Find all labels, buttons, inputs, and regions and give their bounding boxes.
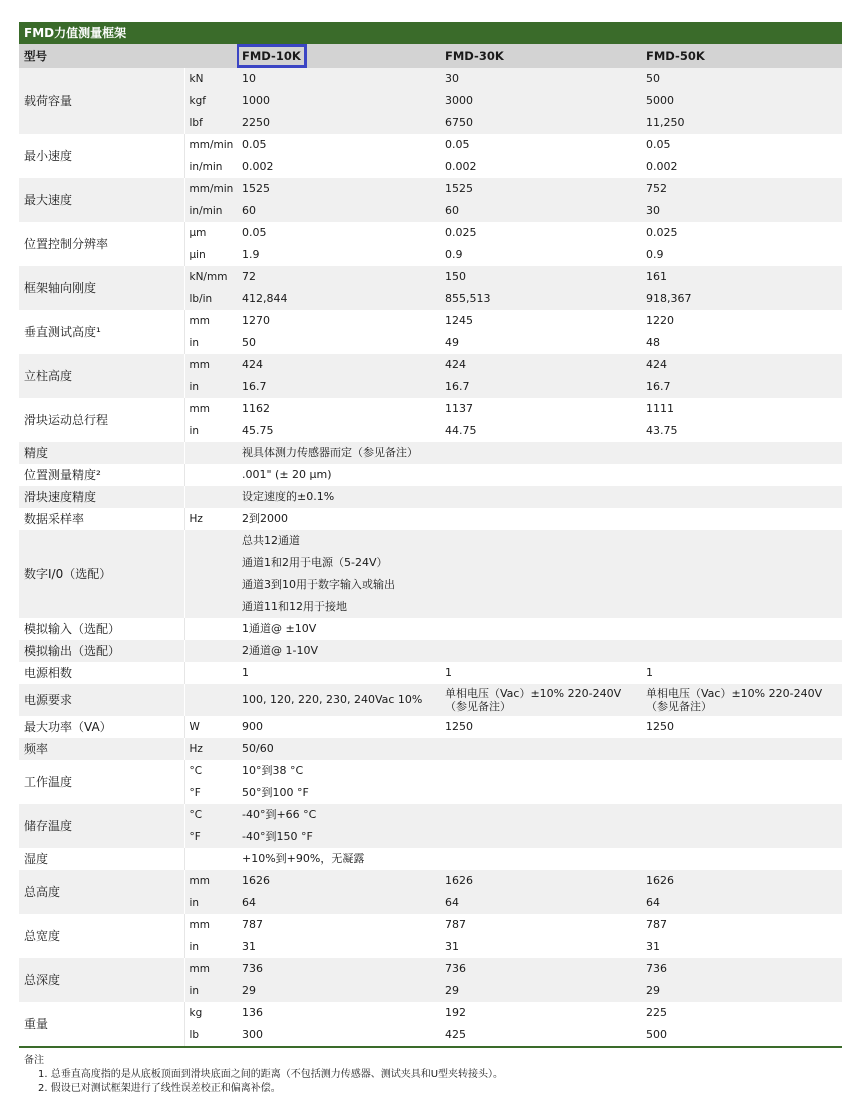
value-cell: 视具体测力传感器而定（参见备注）: [237, 442, 842, 464]
value-cell: 1通道@ ±10V: [237, 618, 842, 640]
table-row: [19, 684, 842, 716]
value-cell: 1137: [440, 398, 641, 420]
unit-cell: mm: [184, 914, 237, 936]
value-cell: 500: [641, 1024, 842, 1046]
unit-cell: in/min: [184, 156, 237, 178]
unit-cell: in: [184, 892, 237, 914]
value-cell: 424: [641, 354, 842, 376]
value-cell: 736: [237, 958, 440, 980]
value-cell: 64: [641, 892, 842, 914]
spec-name: 湿度: [19, 848, 184, 870]
value-cell: 单相电压（Vac）±10% 220-240V（参见备注）: [440, 684, 641, 716]
value-cell: 0.002: [237, 156, 440, 178]
unit-cell: °F: [184, 782, 237, 804]
value-cell: 16.7: [237, 376, 440, 398]
model-10k[interactable]: [237, 44, 440, 68]
spec-name: 数据采样率: [19, 508, 184, 530]
unit-cell: [184, 464, 237, 486]
spec-name: 位置测量精度²: [19, 464, 184, 486]
note-2: 2. 假设已对测试框架进行了线性误差校正和偏离补偿。: [38, 1083, 281, 1094]
value-cell: 736: [641, 958, 842, 980]
table-row: [19, 914, 842, 936]
unit-cell: [184, 530, 237, 618]
table-row: [19, 1002, 842, 1024]
spec-name: 总宽度: [19, 914, 184, 958]
value-cell: 60: [237, 200, 440, 222]
value-cell: 10: [237, 68, 440, 90]
unit-cell: [184, 486, 237, 508]
spec-name: 数字I/0（选配）: [19, 530, 184, 618]
spec-name: 总高度: [19, 870, 184, 914]
value-cell: 5000: [641, 90, 842, 112]
unit-cell: mm: [184, 354, 237, 376]
value-cell: 0.9: [641, 244, 842, 266]
table-row: [19, 310, 842, 332]
unit-cell: [184, 684, 237, 716]
table-row: [19, 958, 842, 980]
value-cell: 855,513: [440, 288, 641, 310]
value-cell: 225: [641, 1002, 842, 1024]
spec-name: 最小速度: [19, 134, 184, 178]
unit-cell: mm/min: [184, 134, 237, 156]
value-cell: 736: [440, 958, 641, 980]
value-cell: 2250: [237, 112, 440, 134]
spec-name: 重量: [19, 1002, 184, 1046]
value-cell: 29: [440, 980, 641, 1002]
value-cell: -40°到150 °F: [237, 826, 842, 848]
unit-cell: in: [184, 980, 237, 1002]
unit-cell: mm: [184, 958, 237, 980]
unit-cell: lbf: [184, 112, 237, 134]
unit-cell: W: [184, 716, 237, 738]
spec-name: 电源要求: [19, 684, 184, 716]
value-cell: 64: [440, 892, 641, 914]
table-row: [19, 222, 842, 244]
value-cell: 1245: [440, 310, 641, 332]
unit-cell: mm/min: [184, 178, 237, 200]
bottom-rule: [19, 1046, 842, 1048]
unit-cell: [184, 662, 237, 684]
value-cell: 31: [641, 936, 842, 958]
unit-cell: mm: [184, 398, 237, 420]
value-cell: 0.002: [641, 156, 842, 178]
unit-cell: kgf: [184, 90, 237, 112]
value-cell: 16.7: [641, 376, 842, 398]
value-cell: 50°到100 °F: [237, 782, 842, 804]
value-cell: 50: [237, 332, 440, 354]
table-title: FMD力值测量框架: [19, 22, 842, 44]
spec-name: 储存温度: [19, 804, 184, 848]
value-cell: 29: [641, 980, 842, 1002]
table-row: [19, 662, 842, 684]
value-cell: 1220: [641, 310, 842, 332]
spec-name: 模拟输出（选配）: [19, 640, 184, 662]
table-row: [19, 178, 842, 200]
table-row: [19, 442, 842, 464]
value-cell: 1: [237, 662, 440, 684]
value-cell: 918,367: [641, 288, 842, 310]
spec-name: 总深度: [19, 958, 184, 1002]
value-cell: 单相电压（Vac）±10% 220-240V（参见备注）: [641, 684, 842, 716]
unit-cell: in: [184, 420, 237, 442]
value-cell: 0.05: [237, 222, 440, 244]
value-cell: 通道11和12用于接地: [237, 596, 842, 618]
spec-name: 位置控制分辨率: [19, 222, 184, 266]
unit-cell: kN/mm: [184, 266, 237, 288]
value-cell: 60: [440, 200, 641, 222]
value-cell: 1626: [641, 870, 842, 892]
unit-cell: [184, 442, 237, 464]
value-cell: 424: [237, 354, 440, 376]
unit-cell: [184, 618, 237, 640]
value-cell: 425: [440, 1024, 641, 1046]
value-cell: 2到2000: [237, 508, 842, 530]
model-50k[interactable]: FMD-50K: [641, 44, 842, 68]
value-cell: 50: [641, 68, 842, 90]
value-cell: -40°到+66 °C: [237, 804, 842, 826]
value-cell: 0.05: [440, 134, 641, 156]
unit-cell: °F: [184, 826, 237, 848]
model-label: 型号: [19, 44, 184, 68]
value-cell: 50/60: [237, 738, 842, 760]
model-30k[interactable]: FMD-30K: [440, 44, 641, 68]
value-cell: 900: [237, 716, 440, 738]
value-cell: +10%到+90%，无凝露: [237, 848, 842, 870]
unit-cell: [184, 848, 237, 870]
value-cell: 64: [237, 892, 440, 914]
value-cell: 1525: [440, 178, 641, 200]
table-row: [19, 398, 842, 420]
value-cell: 161: [641, 266, 842, 288]
unit-cell: °C: [184, 760, 237, 782]
value-cell: 752: [641, 178, 842, 200]
value-cell: 16.7: [440, 376, 641, 398]
table-row: [19, 716, 842, 738]
value-cell: 43.75: [641, 420, 842, 442]
notes: [24, 1054, 503, 1096]
value-cell: 1111: [641, 398, 842, 420]
spec-name: 垂直测试高度¹: [19, 310, 184, 354]
value-cell: 412,844: [237, 288, 440, 310]
value-cell: 31: [440, 936, 641, 958]
notes-heading: 备注: [24, 1055, 44, 1066]
unit-cell: in: [184, 376, 237, 398]
unit-cell: kg: [184, 1002, 237, 1024]
value-cell: 0.9: [440, 244, 641, 266]
table-row: [19, 464, 842, 486]
value-cell: 通道3到10用于数字输入或输出: [237, 574, 842, 596]
table-row: [19, 848, 842, 870]
value-cell: 31: [237, 936, 440, 958]
value-cell: 1.9: [237, 244, 440, 266]
value-cell: 1525: [237, 178, 440, 200]
table-row: [19, 870, 842, 892]
value-cell: 6750: [440, 112, 641, 134]
spec-table: [19, 44, 842, 1046]
value-cell: 29: [237, 980, 440, 1002]
unit-cell: in/min: [184, 200, 237, 222]
table-row: [19, 508, 842, 530]
value-cell: 48: [641, 332, 842, 354]
value-cell: 1000: [237, 90, 440, 112]
unit-cell: mm: [184, 870, 237, 892]
value-cell: 3000: [440, 90, 641, 112]
spec-name: 立柱高度: [19, 354, 184, 398]
unit-header: [184, 44, 237, 68]
value-cell: 11,250: [641, 112, 842, 134]
table-row: [19, 640, 842, 662]
value-cell: 0.025: [641, 222, 842, 244]
spec-name: 电源相数: [19, 662, 184, 684]
spec-name: 载荷容量: [19, 68, 184, 134]
unit-cell: kN: [184, 68, 237, 90]
table-row: [19, 738, 842, 760]
spec-name: 最大速度: [19, 178, 184, 222]
value-cell: 0.05: [237, 134, 440, 156]
spec-name: 最大功率（VA）: [19, 716, 184, 738]
value-cell: 72: [237, 266, 440, 288]
unit-cell: lb: [184, 1024, 237, 1046]
value-cell: 424: [440, 354, 641, 376]
table-row: [19, 134, 842, 156]
value-cell: 1270: [237, 310, 440, 332]
value-cell: 10°到38 °C: [237, 760, 842, 782]
value-cell: 1162: [237, 398, 440, 420]
unit-cell: μin: [184, 244, 237, 266]
unit-cell: Hz: [184, 738, 237, 760]
value-cell: 136: [237, 1002, 440, 1024]
value-cell: 49: [440, 332, 641, 354]
unit-cell: in: [184, 936, 237, 958]
value-cell: 787: [237, 914, 440, 936]
value-cell: 1250: [641, 716, 842, 738]
spec-name: 滑块运动总行程: [19, 398, 184, 442]
spec-name: 模拟输入（选配）: [19, 618, 184, 640]
unit-cell: °C: [184, 804, 237, 826]
value-cell: 300: [237, 1024, 440, 1046]
unit-cell: in: [184, 332, 237, 354]
value-cell: 787: [440, 914, 641, 936]
value-cell: 1: [440, 662, 641, 684]
value-cell: 1: [641, 662, 842, 684]
value-cell: 44.75: [440, 420, 641, 442]
value-cell: 0.025: [440, 222, 641, 244]
value-cell: 30: [440, 68, 641, 90]
unit-cell: Hz: [184, 508, 237, 530]
table-row: [19, 354, 842, 376]
table-row: [19, 760, 842, 782]
value-cell: 0.05: [641, 134, 842, 156]
header-row: [19, 44, 842, 68]
spec-name: 精度: [19, 442, 184, 464]
value-cell: 通道1和2用于电源（5-24V）: [237, 552, 842, 574]
value-cell: 1250: [440, 716, 641, 738]
spec-name: 工作温度: [19, 760, 184, 804]
table-row: [19, 68, 842, 90]
table-row: [19, 618, 842, 640]
value-cell: 设定速度的±0.1%: [237, 486, 842, 508]
value-cell: 总共12通道: [237, 530, 842, 552]
value-cell: 787: [641, 914, 842, 936]
value-cell: 150: [440, 266, 641, 288]
value-cell: .001" (± 20 μm): [237, 464, 842, 486]
value-cell: 30: [641, 200, 842, 222]
unit-cell: lb/in: [184, 288, 237, 310]
table-row: [19, 530, 842, 552]
table-row: [19, 804, 842, 826]
spec-name: 频率: [19, 738, 184, 760]
table-row: [19, 486, 842, 508]
spec-name: 框架轴向刚度: [19, 266, 184, 310]
value-cell: 1626: [440, 870, 641, 892]
value-cell: 192: [440, 1002, 641, 1024]
value-cell: 0.002: [440, 156, 641, 178]
value-cell: 1626: [237, 870, 440, 892]
unit-cell: mm: [184, 310, 237, 332]
spec-sheet: [19, 22, 842, 1048]
value-cell: 45.75: [237, 420, 440, 442]
selected-model-highlight[interactable]: FMD-10K: [237, 44, 307, 68]
unit-cell: μm: [184, 222, 237, 244]
table-row: [19, 266, 842, 288]
note-1: 1. 总垂直高度指的是从底板顶面到滑块底面之间的距离（不包括测力传感器、测试夹具和U型夹转接头）。: [38, 1069, 504, 1080]
value-cell: 100, 120, 220, 230, 240Vac 10%: [237, 684, 440, 716]
unit-cell: [184, 640, 237, 662]
value-cell: 2通道@ 1-10V: [237, 640, 842, 662]
spec-name: 滑块速度精度: [19, 486, 184, 508]
